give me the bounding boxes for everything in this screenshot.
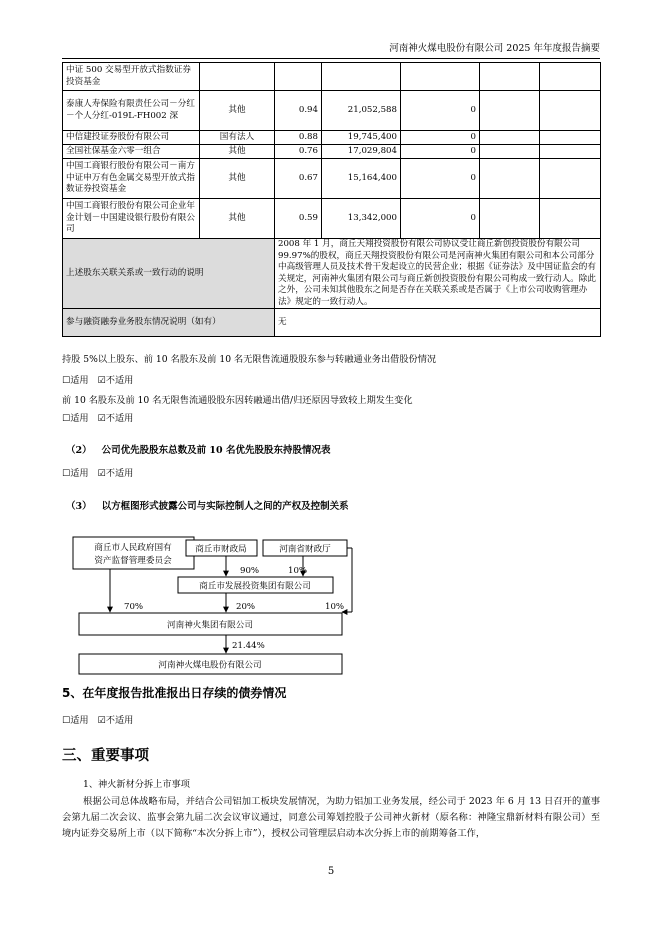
share-count: 19,745,400: [322, 131, 401, 145]
shareholder-nature: 其他: [200, 145, 275, 159]
unchecked-box-icon: ☐: [62, 468, 71, 479]
share-count: 15,164,400: [322, 159, 401, 199]
shareholder-nature: 其他: [200, 199, 275, 239]
holding-ratio: 0.88: [275, 131, 322, 145]
share-count: 17,029,804: [322, 145, 401, 159]
pct-sasac-to-group: 70%: [124, 602, 144, 612]
development-group-label: 商丘市发展投资集团有限公司: [199, 581, 311, 592]
margin-note-label: 参与融资融券业务股东情况说明（如有）: [63, 309, 275, 337]
important-matters-title: 三、重要事项: [62, 748, 149, 764]
unchecked-box-icon: ☐: [62, 715, 71, 726]
subsection-title: 以方框图形式披露公司与实际控制人之间的产权及控制关系: [101, 501, 349, 512]
checked-box-icon: ☑: [97, 375, 106, 386]
finance-bureau-label: 商丘市财政局: [195, 544, 247, 555]
item1-body: 根据公司总体战略布局，并结合公司铝加工板块发展情况，为助力铝加工业务发展，经公司于 2023 年 6 月 13 日召开的董事会第九届二次会议、监事会第九届二次会议审议通过，同意公司筹划控股子公司神火新材（原名称：神隆宝鼎新材料有限公司）至境内证券交易所上市（以下简称“本次分拆上市”），授权公司管理层启动本次分拆上市的前期筹备工作，: [62, 796, 600, 839]
restricted-shares: 0: [401, 91, 480, 131]
checked-box-icon: ☑: [97, 468, 106, 479]
unchecked-box-icon: ☐: [62, 375, 71, 386]
bonds-section-title: 5、在年度报告批准报出日存续的债券情况: [62, 686, 287, 700]
report-title: 河南神火煤电股份有限公司 2025 年年度报告摘要: [389, 43, 600, 54]
page-number: 5: [327, 866, 335, 877]
holding-ratio: 0.59: [275, 199, 322, 239]
shareholder-nature: 其他: [200, 91, 275, 131]
checked-box-icon: ☑: [97, 715, 106, 726]
finance-bureau-box: [186, 540, 257, 556]
pct-henan-to-dev: 10%: [288, 566, 308, 576]
shareholder-name: 中证 500 交易型开放式指数证券投资基金: [63, 63, 200, 91]
applicable-label: 适用: [70, 715, 89, 726]
restricted-shares: 0: [401, 199, 480, 239]
shenhuo-group-box: [79, 613, 342, 635]
margin-note-text: 无: [275, 309, 601, 337]
subsection-title: 公司优先股股东总数及前 10 名优先股股东持股情况表: [101, 445, 331, 456]
restricted-shares: 0: [401, 131, 480, 145]
applicable-label: 适用: [70, 375, 89, 386]
unchecked-box-icon: ☐: [62, 413, 71, 424]
holding-ratio: 0.76: [275, 145, 322, 159]
shenhuo-group-label: 河南神火集团有限公司: [167, 620, 253, 631]
henan-finance-label: 河南省财政厅: [279, 544, 331, 555]
item1-title: 1、神火新材分拆上市事项: [83, 779, 190, 790]
pct-bureau-to-dev: 90%: [240, 566, 260, 576]
restricted-shares: 0: [401, 145, 480, 159]
checked-box-icon: ☑: [97, 413, 106, 424]
shareholder-name: 中国工商银行股份有限公司－南方中证申万有色金属交易型开放式指数证券投资基金: [63, 159, 200, 199]
pct-dev-to-group: 20%: [236, 602, 256, 612]
not-applicable-label: 不适用: [105, 715, 134, 726]
shareholder-name: 全国社保基金六零一组合: [63, 145, 200, 159]
shareholder-name: 泰康人寿保险有限责任公司－分红－个人分红-019L-FH002 深: [63, 91, 200, 131]
relation-note-text: 2008 年 1 月，商丘天翔投资股份有限公司协议受让商丘新创投资股份有限公司 99.97%的股权，商丘天翔投资股份有限公司是河南神火集团有限公司和本公司部分中高级管理人员及技术骨干发起设立的民营企业；根据《证券法》及中国证监会的有关规定，河南神火集团有限公司与商丘新创投资股份有限公司构成一致行动人。除此之外，公司未知其他股东之间是否存在关联关系或是否属于《上市公司收购管理办法》规定的一致行动人。: [275, 239, 601, 309]
applicable-label: 适用: [70, 413, 89, 424]
henan-finance-box: [263, 540, 347, 556]
share-count: 13,342,000: [322, 199, 401, 239]
share-count: 21,052,588: [322, 91, 401, 131]
holding-ratio: 0.67: [275, 159, 322, 199]
company-box: [79, 654, 342, 674]
sasac-box: [73, 537, 194, 569]
bonds-checkbox-row: [62, 714, 600, 728]
shareholder-nature: 国有法人: [200, 131, 275, 145]
development-group-box: [178, 577, 333, 593]
shareholder-nature: 其他: [200, 159, 275, 199]
sasac-line-2: 资产监督管理委员会: [94, 556, 172, 566]
sasac-line-1: 商丘市人民政府国有: [94, 543, 172, 553]
change-title: 前 10 名股东及前 10 名无限售流通股股东因转融通出借/归还原因导致较上期发生变化: [62, 395, 413, 406]
pct-group-to-company: 21.44%: [232, 641, 265, 651]
not-applicable-label: 不适用: [105, 413, 134, 424]
not-applicable-label: 不适用: [105, 468, 134, 479]
subsection-number: （3）: [66, 501, 92, 512]
shareholder-name: 中信建投证券股份有限公司: [63, 131, 200, 145]
not-applicable-label: 不适用: [105, 375, 134, 386]
shareholder-name: 中国工商银行股份有限公司企业年金计划－中国建设银行股份有限公司: [63, 199, 200, 239]
company-label: 河南神火煤电股份有限公司: [158, 660, 262, 671]
relation-note-label: 上述股东关联关系或一致行动的说明: [63, 239, 275, 309]
subsection-number: （2）: [66, 445, 92, 456]
applicable-label: 适用: [70, 468, 89, 479]
restricted-shares: 0: [401, 159, 480, 199]
holding-ratio: 0.94: [275, 91, 322, 131]
lending-title: 持股 5%以上股东、前 10 名股东及前 10 名无限售流通股股东参与转融通业务出借股份情况: [62, 354, 437, 365]
pct-henan-to-group: 10%: [325, 602, 345, 612]
